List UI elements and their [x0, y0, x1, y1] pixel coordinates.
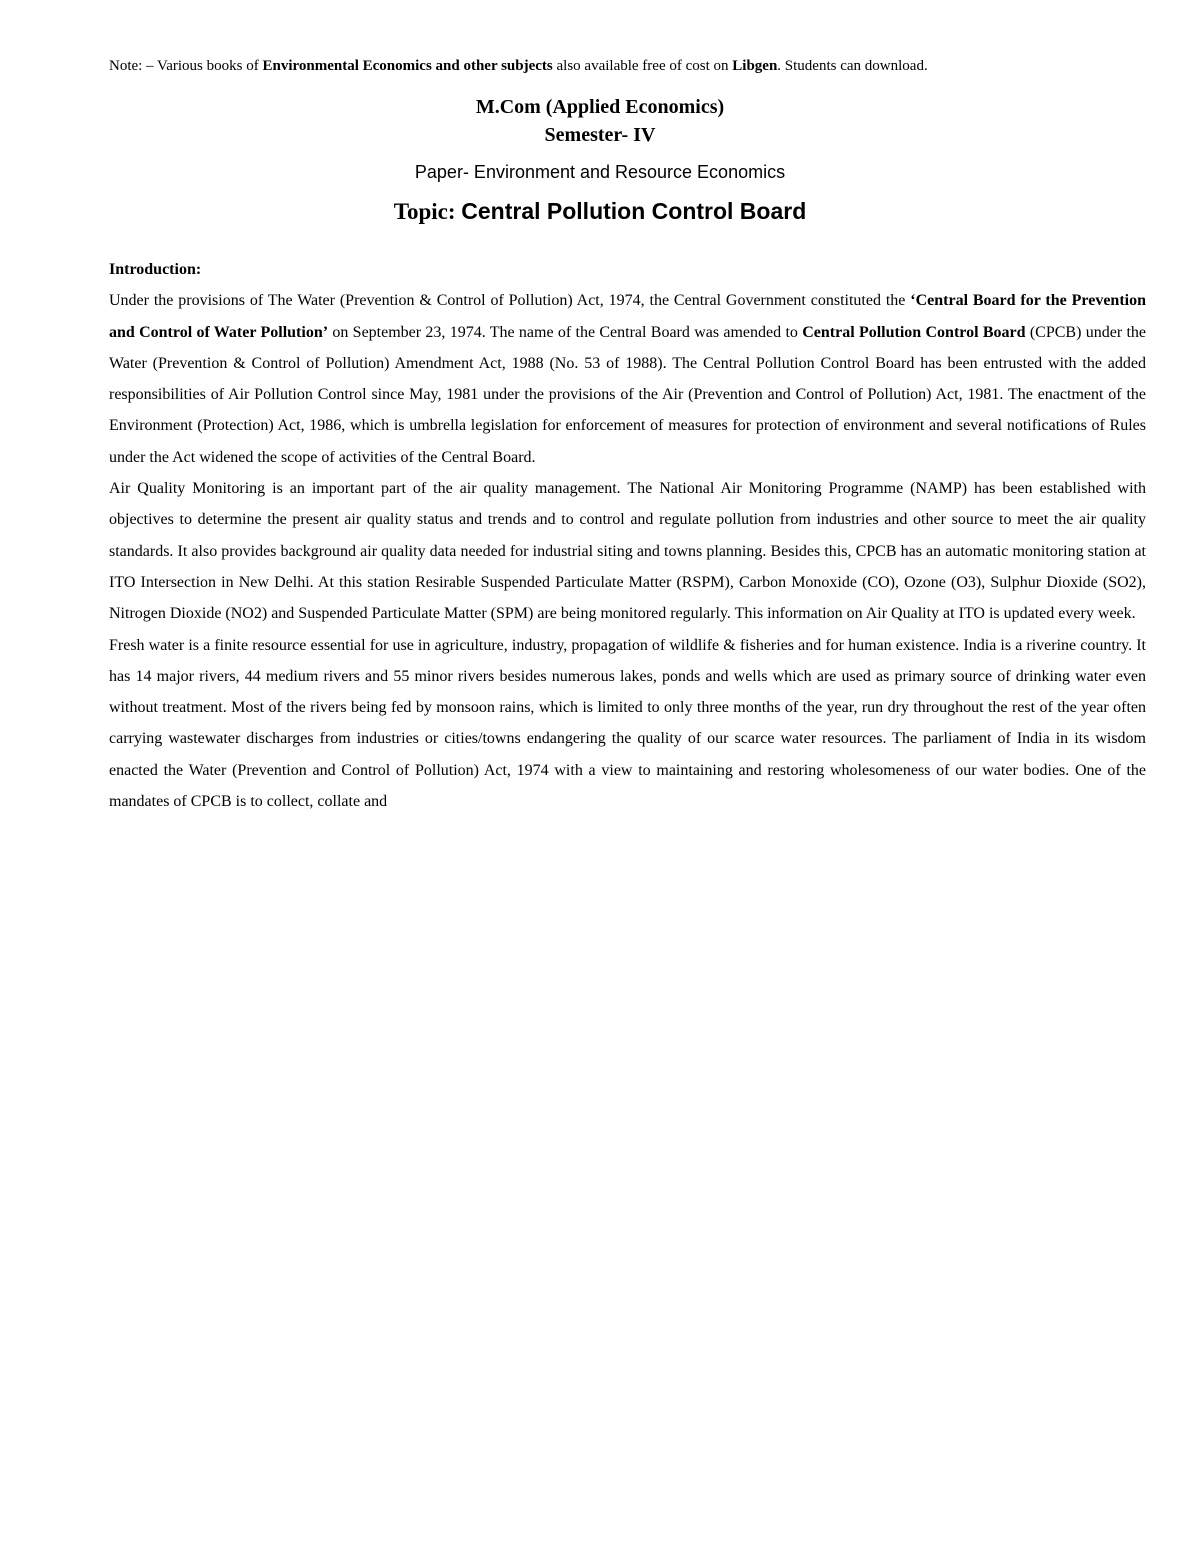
note-bold-site: Libgen: [732, 58, 778, 74]
introduction-heading: Introduction:: [109, 261, 202, 278]
p1-bold-cpcb-name: Central Pollution Control Board: [802, 323, 1026, 341]
introduction-section: [109, 254, 1146, 817]
note-middle: also available free of cost on: [552, 58, 733, 74]
p1-text-2: on September 23, 1974. The name of the Central Board was amended to: [328, 323, 803, 341]
note-suffix: . Students can download.: [777, 58, 928, 74]
paragraph-fresh-water: Fresh water is a finite resource essential for use in agriculture, industry, propagation of wildlife & fisheries and for human existence. India is a riverine country. It has 14 major rivers, 44 medium rivers and 55 minor rivers besides numerous lakes, ponds and wells which are used as primary source of drinking water even without treatment. Most of the rivers being fed by monsoon rains, which is limited to only three months of the year, run dry throughout the rest of the year often carrying wastewater discharges from industries or cities/towns endangering the quality of our scarce water resources. The parliament of India in its wisdom enacted the Water (Prevention and Control of Pollution) Act, 1974 with a view to maintaining and restoring wholesomeness of our water bodies. One of the mandates of CPCB is to collect, collate and: [109, 636, 1146, 811]
course-title: M.Com (Applied Economics): [475, 96, 725, 118]
note-bold-subject: Environmental Economics and other subjects: [262, 58, 553, 74]
download-note: [109, 56, 928, 76]
p1-bold-board-name: ‘Central Board for the Prevention and Control of Water Pollution’: [109, 292, 1146, 341]
paragraph-cpcb-history: [109, 285, 1146, 473]
topic-title: Central Pollution Control Board: [461, 198, 807, 224]
paper-title: Paper- Environment and Resource Economics: [414, 162, 786, 182]
paragraph-air-quality: Air Quality Monitoring is an important part of the air quality management. The National Air Monitoring Programme (NAMP) has been established with objectives to determine the present air quality status and trends and to control and regulate pollution from industries and other source to meet the air quality standards. It also provides background air quality data needed for industrial siting and towns planning. Besides this, CPCB has an automatic monitoring station at ITO Intersection in New Delhi. At this station Resirable Suspended Particulate Matter (RSPM), Carbon Monoxide (CO), Ozone (O3), Sulphur Dioxide (SO2), Nitrogen Dioxide (NO2) and Suspended Particulate Matter (SPM) are being monitored regularly. This information on Air Quality at ITO is updated every week.: [109, 480, 1146, 623]
p1-text-3: (CPCB) under the Water (Prevention & Control of Pollution) Amendment Act, 1988 (No. 53 of 1988). The Central Pollution Control Board has been entrusted with the added responsibilities of Air Pollution Control since May, 1981 under the provisions of the Air (Prevention and Control of Pollution) Act, 1981. The enactment of the Environment (Protection) Act, 1986, which is umbrella legislation for enforcement of measures for protection of environment and several notifications of Rules under the Act widened the scope of activities of the Central Board.: [109, 323, 1147, 466]
topic-heading: [0, 196, 1200, 227]
p1-text-1: Under the provisions of The Water (Prevention & Control of Pollution) Act, 1974, the Central Government constituted the: [109, 292, 911, 310]
note-prefix: Note: – Various books of: [109, 58, 263, 74]
topic-label: Topic:: [393, 199, 462, 224]
semester-title: Semester- IV: [544, 124, 656, 146]
